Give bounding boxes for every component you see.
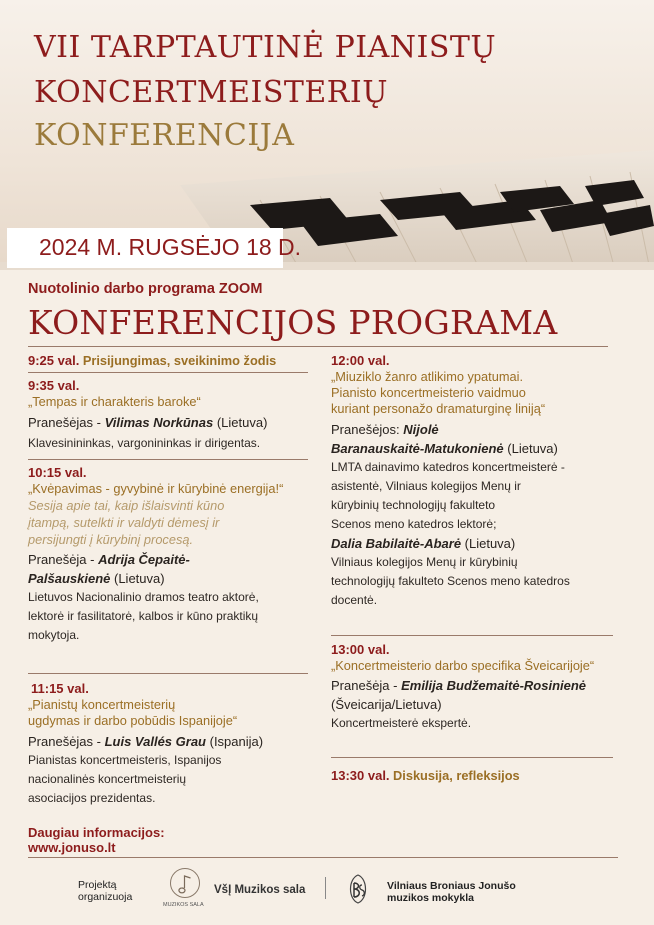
website-link[interactable]: www.jonuso.lt <box>28 840 116 855</box>
session-1300 <box>331 641 631 733</box>
divider <box>28 346 608 347</box>
session-1115 <box>28 680 318 808</box>
speaker-name: Nijolė <box>403 422 439 437</box>
talk-title: ugdymas ir darbo pobūdis Ispanijoje“ <box>28 713 238 728</box>
divider <box>331 635 613 636</box>
speaker-description: Klavesinininkas, vargonininkas ir dirigentas. <box>28 436 261 450</box>
title-line-3: KONFERENCIJA <box>34 118 295 153</box>
speaker-name: Luis Vallés Grau <box>104 734 206 749</box>
speaker-country: (Ispanija) <box>206 734 264 749</box>
speaker-description: asociacijos prezidentas. <box>28 791 156 805</box>
session-1015 <box>28 464 328 645</box>
speaker-line <box>331 439 621 458</box>
session-text: Prisijungimas, sveikinimo žodis <box>82 353 277 368</box>
speaker-role: Pranešėjas - <box>28 734 105 749</box>
speaker-name: Palšauskienė <box>28 571 111 586</box>
divider <box>28 673 308 674</box>
speaker-description: docentė. <box>331 593 378 607</box>
talk-quote-line: įtampą, sutelkti ir valdyti dėmesį ir <box>28 515 220 530</box>
speaker-line <box>331 676 631 695</box>
talk-quote-line: Sesija apie tai, kaip išlaisvinti kūno <box>28 498 225 513</box>
speaker-name: Baranauskaitė-Matukonienė <box>331 441 504 456</box>
speaker-description: Vilniaus kolegijos Menų ir kūrybinių <box>331 555 518 569</box>
speaker-role: Pranešėja - <box>28 552 99 567</box>
session-1200 <box>331 352 621 610</box>
organizer-label <box>78 879 132 903</box>
speaker-country: (Lietuva) <box>503 441 558 456</box>
speaker-name: Dalia Babilaitė-Abarė <box>331 536 462 551</box>
program-title: KONFERENCIJOS PROGRAMA <box>28 303 558 342</box>
jonuso-school-name-line: muzikos mokykla <box>387 892 474 904</box>
organizer-label-line: Projektą <box>78 879 117 891</box>
session-1330 <box>331 767 621 785</box>
session-0925 <box>28 352 308 370</box>
jonuso-school-name-line: Vilniaus Broniaus Jonušo <box>387 880 516 892</box>
speaker-name: Adrija Čepaitė- <box>98 552 190 567</box>
session-time: 9:35 val. <box>28 378 80 393</box>
footer-divider <box>28 857 618 858</box>
speaker-description: Lietuvos Nacionalinio dramos teatro aktorė, <box>28 590 259 604</box>
speaker-description: Koncertmeisterė ekspertė. <box>331 716 472 730</box>
talk-quote-line: persijungti į kūrybinį procesą. <box>28 532 194 547</box>
speaker-description: nacionalinės koncertmeisterių <box>28 772 187 786</box>
speaker-description: LMTA dainavimo katedros koncertmeisterė - <box>331 460 565 474</box>
more-info <box>28 825 165 855</box>
talk-title: „Miuziklo žanro atlikimo ypatumai. <box>331 369 524 384</box>
talk-title: kuriant personažo dramaturginę liniją“ <box>331 401 546 416</box>
speaker-description: mokytoja. <box>28 628 80 642</box>
jonuso-school-logo <box>340 871 376 907</box>
talk-title: „Pianistų koncertmeisterių <box>28 697 176 712</box>
talk-title: „Koncertmeisterio darbo specifika Šveicarijoje“ <box>331 658 595 673</box>
speaker-line <box>28 732 318 751</box>
speaker-description: Scenos meno katedros lektorė; <box>331 517 497 531</box>
speaker-role: Pranešėjos: <box>331 422 404 437</box>
music-note-icon <box>171 869 199 897</box>
muzikos-sala-name: VšĮ Muzikos sala <box>214 884 306 896</box>
speaker-line <box>331 534 621 553</box>
divider <box>28 372 308 373</box>
speaker-line <box>28 413 318 432</box>
speaker-name: Emilija Budžemaitė-Rosinienė <box>401 678 587 693</box>
speaker-description: kūrybinių technologijų fakulteto <box>331 498 496 512</box>
speaker-line <box>28 550 328 569</box>
title-line-2: KONCERTMEISTERIŲ <box>34 75 389 110</box>
session-time: 13:30 val. <box>331 768 390 783</box>
speaker-role: Pranešėjas - <box>28 415 105 430</box>
organizer-label-line: organizuoja <box>78 891 133 903</box>
talk-title: Pianisto koncertmeisterio vaidmuo <box>331 385 526 400</box>
session-time: 13:00 val. <box>331 642 390 657</box>
speaker-country: (Šveicarija/Lietuva) <box>331 697 442 712</box>
more-info-label: Daugiau informacijos: <box>28 825 165 840</box>
zoom-subtitle: Nuotolinio darbo programa ZOOM <box>28 281 263 297</box>
speaker-line <box>331 420 621 439</box>
event-date: 2024 M. RUGSĖJO 18 D. <box>39 234 302 260</box>
speaker-description: asistentė, Vilniaus kolegijos Menų ir <box>331 479 521 493</box>
session-time: 11:15 val. <box>31 681 89 696</box>
session-0935 <box>28 377 318 453</box>
session-text: Diskusija, refleksijos <box>393 768 520 783</box>
muzikos-sala-caption: MUZIKOS SALA <box>163 902 204 908</box>
speaker-description: lektorė ir fasilitatorė, kalbos ir kūno praktikų <box>28 609 259 623</box>
session-time: 9:25 val. <box>28 353 80 368</box>
talk-title: „Kvėpavimas - gyvybinė ir kūrybinė energija!“ <box>28 481 284 496</box>
session-time: 12:00 val. <box>331 353 390 368</box>
footer-separator <box>325 877 326 899</box>
date-box <box>7 228 302 268</box>
speaker-name: Vilimas Norkūnas <box>104 415 214 430</box>
divider <box>331 757 613 758</box>
talk-title: „Tempas ir charakteris baroke“ <box>28 394 201 409</box>
muzikos-sala-logo <box>170 868 200 898</box>
divider <box>28 459 308 460</box>
speaker-country: (Lietuva) <box>110 571 165 586</box>
speaker-country: (Lietuva) <box>461 536 516 551</box>
session-time: 10:15 val. <box>28 465 87 480</box>
speaker-line <box>28 569 328 588</box>
jonuso-school-name <box>387 880 516 904</box>
title-line-1: VII TARPTAUTINĖ PIANISTŲ <box>34 30 497 65</box>
speaker-description: technologijų fakulteto Scenos meno katedros <box>331 574 570 588</box>
speaker-description: Pianistas koncertmeisteris, Ispanijos <box>28 753 222 767</box>
speaker-role: Pranešėja - <box>331 678 402 693</box>
speaker-country: (Lietuva) <box>213 415 268 430</box>
hero-banner <box>0 0 654 270</box>
